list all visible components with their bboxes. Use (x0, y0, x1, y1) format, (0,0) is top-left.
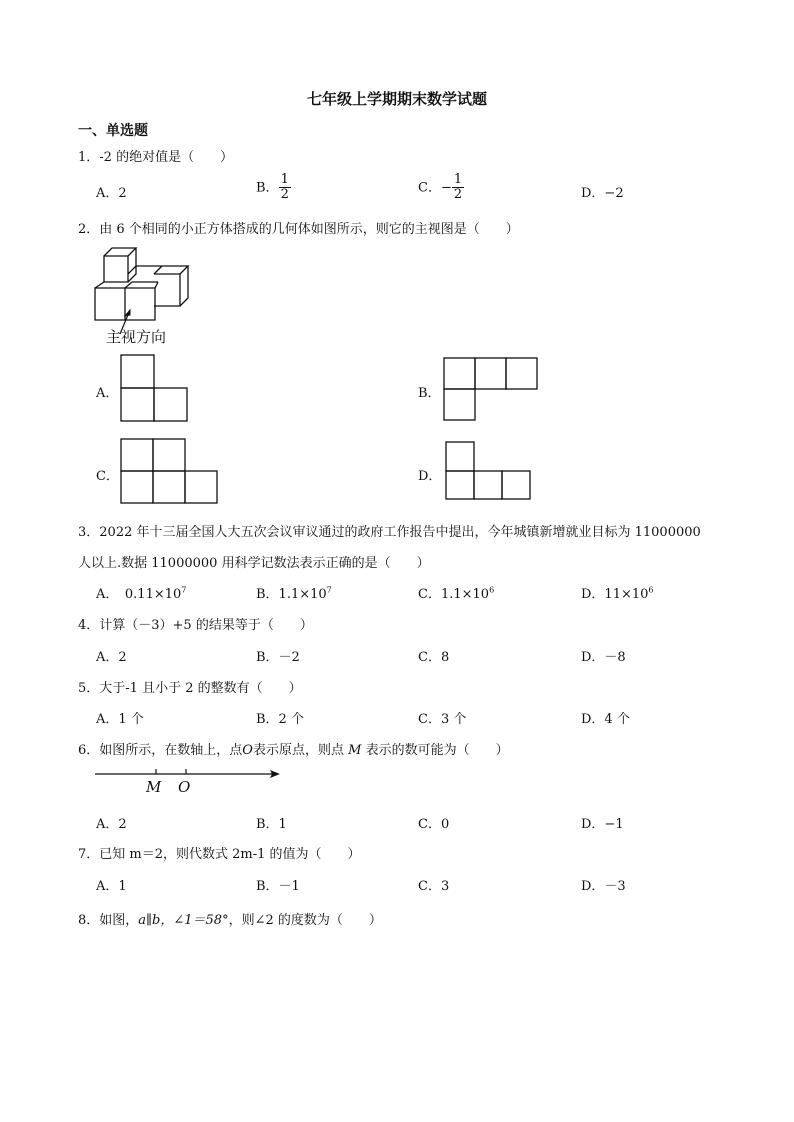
q3-option-c (418, 583, 494, 602)
point-o-label (178, 778, 190, 796)
q6-option-a: A．2 (96, 817, 127, 832)
question-8-stem (78, 909, 382, 928)
q3-d-exponent: 6 (648, 585, 654, 595)
q4-option-c: C．8 (418, 650, 450, 665)
point-o-letter: O (178, 778, 191, 796)
q2-option-a-figure (120, 354, 190, 422)
question-2-stem: 2．由 6 个相同的小正方体搭成的几何体如图所示，则它的主视图是（ ） (78, 222, 519, 237)
q3-d-text: D．11×10 (581, 587, 649, 602)
q5-option-c: C．3 个 (418, 712, 467, 727)
q5-option-b: B．2 个 (256, 712, 304, 727)
question-4-stem: 4．计算（－3）+5 的结果等于（ ） (78, 618, 313, 633)
question-7-stem: 7．已知 m＝2，则代数式 2m-1 的值为（ ） (78, 847, 361, 862)
q1-c-numerator: 1 (453, 172, 463, 187)
q6-stem-mid: 表示原点，则点 (252, 743, 344, 758)
q1-option-c (418, 173, 464, 203)
q5-option-d: D．4 个 (581, 712, 630, 727)
q7-option-d: D．－3 (581, 879, 626, 894)
q1-option-c-fraction (452, 173, 464, 203)
q2-option-c-figure (120, 438, 220, 504)
q2-option-a: A． (96, 386, 119, 401)
q6-var-m: M (348, 743, 362, 758)
q3-a-text: A． 0.11×10 (96, 587, 182, 602)
q8-math: a∥b，∠1＝58° (138, 913, 229, 928)
q1-option-b-fraction (279, 173, 291, 203)
q4-option-d: D．－8 (581, 650, 626, 665)
q1-option-c-label: C．− (418, 180, 452, 196)
question-3-stem-line2: 人以上.数据 11000000 用科学记数法表示正确的是（ ） (78, 556, 430, 571)
q6-option-b: B．1 (256, 817, 287, 832)
q5-option-a: A．1 个 (96, 712, 144, 727)
q8-stem-post: ，则∠2 的度数为（ ） (228, 913, 382, 928)
q8-stem-pre: 8．如图， (78, 913, 139, 928)
q3-option-d (581, 583, 654, 602)
q2-option-d: D． (418, 469, 442, 484)
question-3-stem-line1: 3．2022 年十三届全国人大五次会议审议通过的政府工作报告中提出，今年城镇新增就业目标为 11000000 (78, 525, 701, 540)
q3-option-b (256, 583, 332, 602)
q3-c-exponent: 6 (489, 585, 495, 595)
q1-option-b-label: B． (256, 180, 279, 196)
q2-option-c: C． (96, 469, 119, 484)
q3-option-a (96, 583, 186, 602)
q6-stem-post: 表示的数可能为（ ） (365, 743, 509, 758)
section-heading: 一、单选题 (78, 123, 148, 139)
q3-c-text: C．1.1×10 (418, 587, 490, 602)
q2-option-b: B． (418, 386, 441, 401)
q4-option-a: A．2 (96, 650, 127, 665)
q2-option-d-figure (445, 441, 535, 501)
q3-b-exponent: 7 (326, 585, 332, 595)
q4-option-b: B．－2 (256, 650, 300, 665)
point-m-letter: M (146, 778, 162, 796)
q3-a-exponent: 7 (181, 585, 187, 595)
q2-option-b-figure (443, 357, 543, 421)
question-6-stem (78, 739, 509, 758)
q1-option-d: D．−2 (581, 186, 624, 201)
q7-option-a: A．1 (96, 879, 127, 894)
q6-stem-pre: 6．如图所示，在数轴上，点 (78, 743, 243, 758)
q6-option-c: C．0 (418, 817, 450, 832)
q1-c-denominator: 2 (453, 187, 463, 203)
q1-b-denominator: 2 (280, 187, 289, 203)
q6-option-d: D．−1 (581, 817, 624, 832)
q7-option-b: B．－1 (256, 879, 300, 894)
q1-option-b (256, 173, 291, 203)
q6-var-o: O (242, 743, 253, 758)
q1-b-numerator: 1 (280, 172, 289, 187)
view-direction-label: 主视方向 (106, 328, 167, 346)
question-5-stem: 5．大于-1 且小于 2 的整数有（ ） (78, 681, 302, 696)
point-m-label (146, 778, 161, 796)
question-1-stem: 1．-2 的绝对值是（ ） (78, 150, 234, 165)
page-title: 七年级上学期期末数学试题 (306, 90, 487, 108)
q1-option-a: A．2 (96, 186, 127, 201)
q7-option-c: C．3 (418, 879, 450, 894)
q3-b-text: B．1.1×10 (256, 587, 327, 602)
